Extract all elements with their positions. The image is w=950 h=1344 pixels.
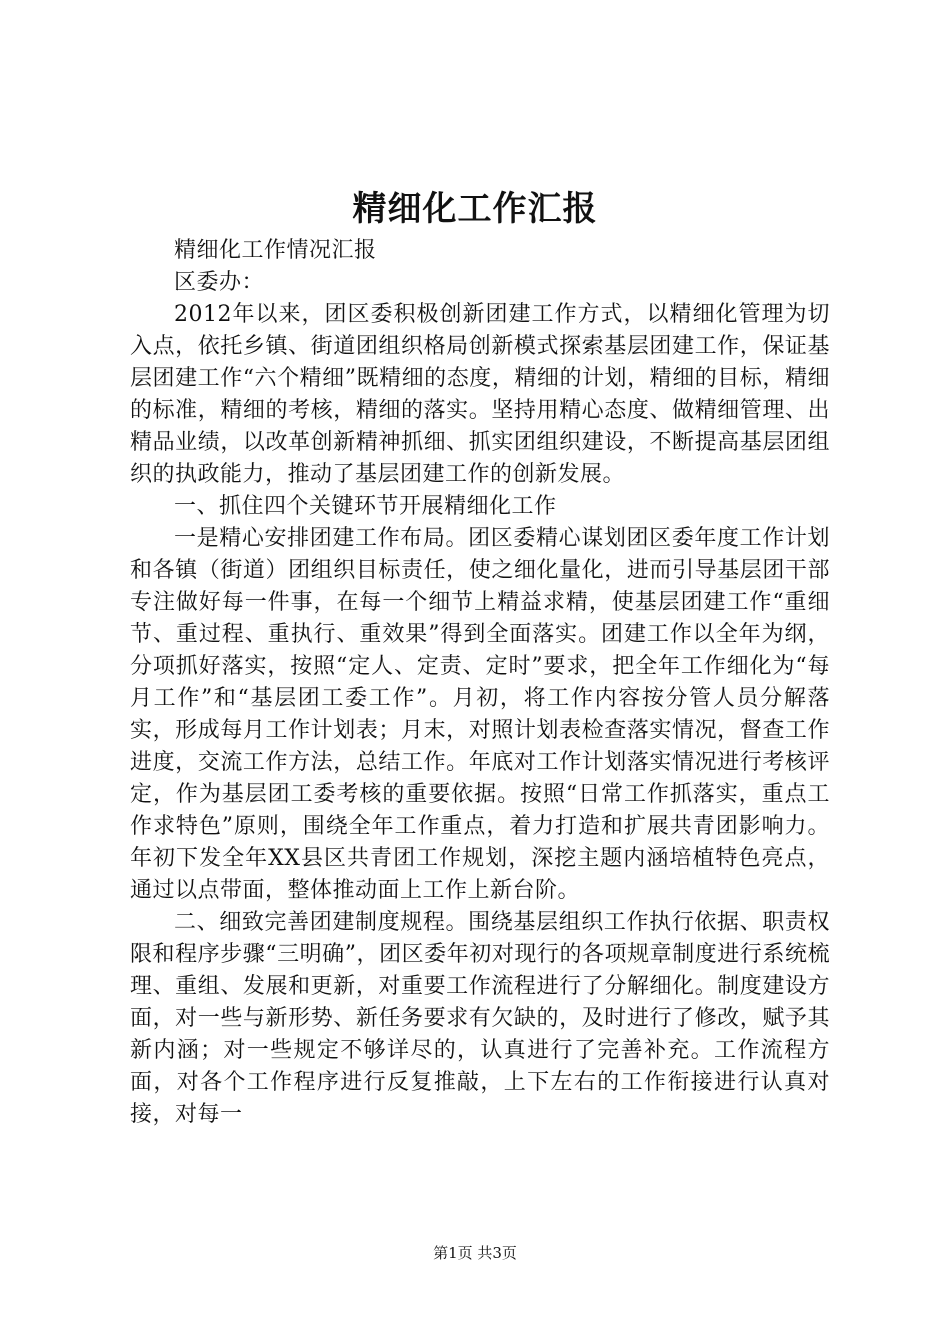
- paragraph-point-two: 二、细致完善团建制度规程。围绕基层组织工作执行依据、职责权限和程序步骤“三明确”，团区委年初对现行的各项规章制度进行系统梳理、重组、发展和更新，对重要工作流程进行了分解细化。制度建设方面，对一些与新形势、新任务要求有欠缺的，及时进行了修改，赋予其新内涵；对一些规定不够详尽的，认真进行了完善补充。工作流程方面，对各个工作程序进行反复推敲，上下左右的工作衔接进行认真对接，对每一: [130, 910, 830, 1127]
- document-title: 精细化工作汇报: [352, 189, 598, 229]
- paragraph-section-heading: 一、抓住四个关键环节开展精细化工作: [174, 494, 557, 519]
- paragraph-intro: 2012年以来，团区委积极创新团建工作方式，以精细化管理为切入点，依托乡镇、街道团组织格局创新模式探索基层团建工作，保证基层团建工作“六个精细”既精细的态度，精细的计划，精细的目标，精细的标准，精细的考核，精细的落实。坚持用精心态度、做精细管理、出精品业绩，以改革创新精神抓细、抓实团组织建设，不断提高基层团组织的执政能力，推动了基层团建工作的创新发展。: [130, 302, 830, 487]
- paragraph-addressee: 区委办：: [174, 270, 265, 295]
- document-body: [130, 235, 830, 1131]
- page-number-footer: 第1页 共3页: [433, 1244, 517, 1262]
- paragraph-subtitle: 精细化工作情况汇报: [174, 238, 377, 263]
- paragraph-point-one: 一是精心安排团建工作布局。团区委精心谋划团区委年度工作计划和各镇（街道）团组织目标责任，使之细化量化，进而引导基层团干部专注做好每一件事，在每一个细节上精益求精，使基层团建工作“重细节、重过程、重执行、重效果”得到全面落实。团建工作以全年为纲，分项抓好落实，按照“定人、定责、定时”要求，把全年工作细化为“每月工作”和“基层团工委工作”。月初，将工作内容按分管人员分解落实，形成每月工作计划表；月末，对照计划表检查落实情况，督查工作进度，交流工作方法，总结工作。年底对工作计划落实情况进行考核评定，作为基层团工委考核的重要依据。按照“日常工作抓落实，重点工作求特色”原则，围绕全年工作重点，着力打造和扩展共青团影响力。年初下发全年XX县区共青团工作规划，深挖主题内涵培植特色亮点，通过以点带面，整体推动面上工作上新台阶。: [130, 526, 830, 903]
